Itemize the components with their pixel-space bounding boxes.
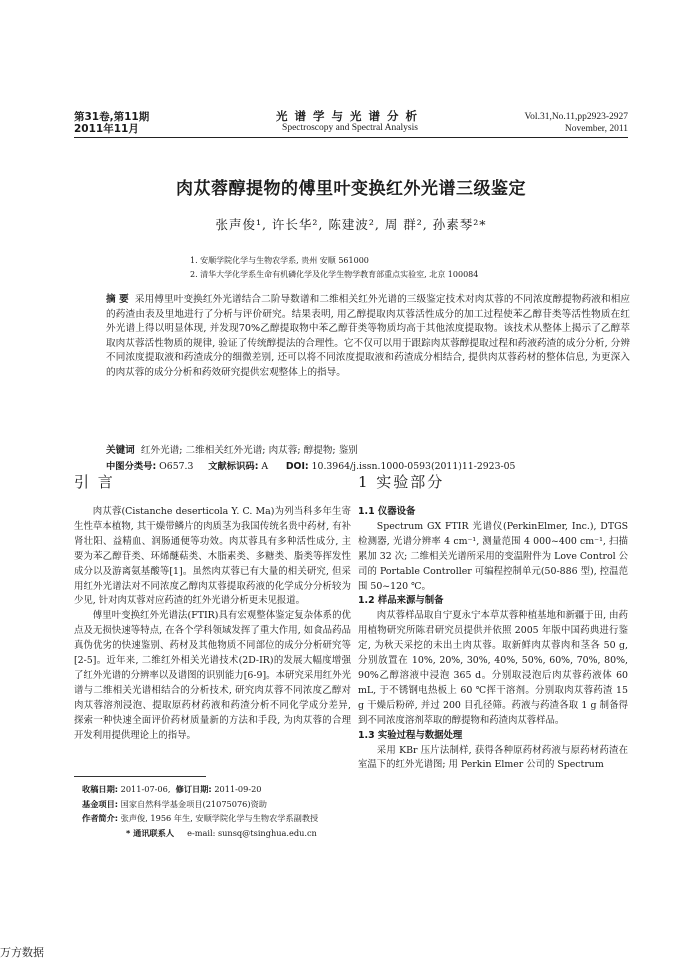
- issue-info: [74, 111, 149, 135]
- journal-name: [220, 110, 480, 134]
- revised-label: 修订日期:: [175, 784, 212, 794]
- subsection-1-3-text: 采用 KBr 压片法制样, 获得各种原药材药液与原药材药渣在室温下的红外光谱图; 用 Perkin Elmer 公司的 Spectrum: [358, 744, 628, 771]
- watermark: 万方数据: [0, 946, 44, 959]
- footnote-rule: [74, 776, 206, 777]
- correspondence-email: e-mail: sunsq@tsinghua.edu.cn: [187, 827, 317, 838]
- received-label: 收稿日期:: [82, 784, 119, 794]
- date-cn: 2011年11月: [74, 123, 139, 135]
- keywords-label: 关键词: [106, 445, 135, 456]
- author-list: 张声俊¹, 许长华², 陈建波², 周 群², 孙素琴²*: [215, 217, 487, 232]
- revised-date: 2011-09-20: [214, 784, 262, 794]
- left-column: [74, 465, 351, 744]
- footnote-correspondence: [82, 826, 318, 841]
- header-rule: [74, 137, 628, 138]
- intro-paragraph-1: 肉苁蓉(Cistanche deserticola Y. C. Ma)为列当科多年生寄生性草本植物, 其干燥带鳞片的肉质茎为我国传统名贵中药材, 有补肾壮阳、益精血、润肠通便等功效。肉苁蓉具有多种活性成分, 主要为苯乙醇苷类、环烯醚萜类、木脂素类、多糖类、脂类等挥发性成分以及游离氨基酸等[1]。虽然肉苁蓉已有大量的相关研究, 但采用红外光谱法对不同浓度乙醇肉苁蓉提取药液的化学成分分析较为少见, 针对肉苁蓉对应药渣的红外光谱分析更未见报道。: [74, 506, 351, 607]
- experiment-heading: 1 实验部分: [358, 473, 445, 491]
- subsection-1-2-title: 1.2 样品来源与制备: [358, 595, 444, 607]
- correspondence-label: * 通讯联系人: [126, 827, 175, 838]
- footnote-author: [82, 811, 318, 826]
- keywords: [106, 443, 630, 458]
- journal-name-en: Spectroscopy and Spectral Analysis: [282, 123, 418, 133]
- abstract: [106, 293, 630, 381]
- subsection-1-1-text: Spectrum GX FTIR 光谱仪(PerkinElmer, Inc.), DTGS 检测器, 光谱分辨率 4 cm⁻¹, 测量范围 4 000~400 cm⁻¹, 扫描累加 32 次; 二维相关光谱所采用的变温附件为 Love Control 公司的 Portable Controller 可编程控制单元(50-886 型), 控温范围 50~120 ℃。: [358, 520, 628, 592]
- volume-cn: 第31卷,第11期: [74, 111, 150, 123]
- footnote-dates: [82, 782, 318, 797]
- fund-label: 基金项目:: [82, 798, 119, 809]
- issue-info-en: [525, 111, 628, 135]
- date-en: November, 2011: [564, 124, 628, 134]
- clc-label: 中图分类号:: [106, 461, 157, 472]
- received-date: 2011-07-06,: [120, 784, 171, 794]
- keywords-text: 红外光谱; 二维相关红外光谱; 肉苁蓉; 醇提物; 鉴别: [140, 445, 358, 456]
- volume-en: Vol.31,No.11,pp2923-2927: [524, 112, 628, 122]
- doi-label: DOI:: [285, 461, 309, 472]
- journal-name-cn: 光谱学与光谱分析: [276, 109, 424, 123]
- subsection-1-1-title: 1.1 仪器设备: [358, 506, 416, 517]
- author-bio-label: 作者简介:: [82, 813, 119, 824]
- clc-value: O657.3: [159, 461, 194, 472]
- intro-heading: 引 言: [74, 473, 115, 491]
- doc-code-value: A: [261, 461, 269, 472]
- abstract-label: 摘 要: [106, 294, 129, 305]
- affiliation-2: 2. 清华大学化学系生命有机磷化学及化学生物学教育部重点实验室, 北京 100084: [190, 270, 479, 279]
- doi-value: 10.3964/j.issn.1000-0593(2011)11-2923-05: [311, 461, 516, 472]
- intro-paragraph-2: 傅里叶变换红外光谱法(FTIR)具有宏观整体鉴定复杂体系的优点及无损快速等特点, 在各个学科领域发挥了重大作用, 如食品药品真伪优劣的快速鉴别、药材及其他物质不同部位的成分分析研究等[2-5]。近年来, 二维红外相关光谱技术(2D-IR)的发展大幅度增强了红外光谱的分辨率以及谱图的识别能力[6-9]。本研究采用红外光谱与二维相关光谱相结合的分析技术, 研究肉苁蓉不同浓度乙醇对肉苁蓉溶剂浸泡、提取原药材药液和药渣分析不同化学成分差异, 探索一种快速全面评价药材质量新的方法和手段, 为肉苁蓉的合理开发利用提供理论上的指导。: [74, 610, 351, 741]
- fund-text: 国家自然科学基金项目(21075076)资助: [120, 798, 267, 809]
- subsection-1-2-text: 肉苁蓉样品取自宁夏永宁本草苁蓉种植基地和新疆于田, 由药用植物研究所陈君研究员提供并依照 2005 年版中国药典进行鉴定, 为秋天采挖的未出土肉苁蓉。取新鲜肉苁蓉肉和茎各 50 g, 分别放置在 10%, 20%, 30%, 40%, 50%, 60%, 70%, 80%, 90%乙醇溶液中浸泡 365 d。分别取浸泡后肉苁蓉药液体 60 mL, 于不锈钢电热板上 60 ℃挥干溶剂。分别取肉苁蓉药渣 15 g 干燥后粉碎, 并过 200 目孔径筛。药液与药渣各取 1 g 制备得到不同浓度溶剂萃取的醇提物和药渣肉苁蓉样品。: [358, 610, 628, 726]
- right-column: [358, 465, 628, 773]
- affiliations: [190, 254, 478, 282]
- footnote-fund: [82, 797, 318, 812]
- paper-title: 肉苁蓉醇提物的傅里叶变换红外光谱三级鉴定: [176, 179, 526, 199]
- abstract-text: 采用傅里叶变换红外光谱结合二阶导数谱和二维相关红外光谱的三级鉴定技术对肉苁蓉的不同浓度醇提物药液和相应的药渣由表及里地进行了分析与评价研究。结果表明, 用乙醇提取肉苁蓉活性成分的加工过程使苯乙醇苷类等活性物质在红外光谱上得以明显体现, 并发现70%乙醇提取物中苯乙醇苷类等物质均高于其他浓度提取物。该技术从整体上揭示了乙醇萃取肉苁蓉活性物质的规律, 验证了传统醇提法的合理性。它不仅可以用于跟踪肉苁蓉醇提取过程和药液药渣的成分分析, 分辨不同浓度提取液和药渣成分的细微差别, 还可以将不同浓度提取液和药渣成分相结合, 提供肉苁蓉药材的整体信息, 为更深入的肉苁蓉的成分分析和药效研究提供宏观整体上的指导。: [106, 294, 631, 378]
- author-bio-text: 张声俊, 1956 年生, 安顺学院化学与生物农学系副教授: [120, 813, 319, 824]
- affiliation-1: 1. 安顺学院化学与生物农学系, 贵州 安顺 561000: [190, 256, 369, 265]
- doc-code-label: 文献标识码:: [208, 461, 259, 472]
- footnote: [82, 782, 318, 840]
- subsection-1-3-title: 1.3 实验过程与数据处理: [358, 729, 463, 741]
